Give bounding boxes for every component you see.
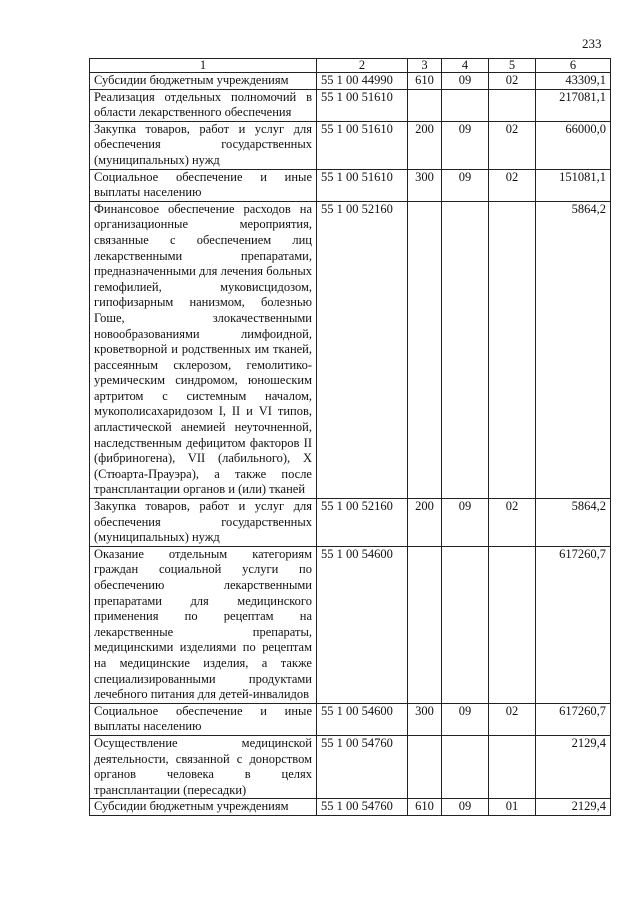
column-header: 4 bbox=[442, 59, 489, 73]
row-code-cell: 55 1 00 54600 bbox=[317, 546, 408, 703]
row-name-cell: Оказание отдельным категориям граждан социальной услуги по обеспечению лекарственными препаратами для медицинского применения по рецептам на лекарственные препараты, медицинскими изделиями по рецептам на медицинские изделия, а также специализированными продуктами лечебного питания для детей-инвалидов bbox=[90, 546, 317, 703]
table-row bbox=[90, 546, 611, 703]
table-row bbox=[90, 73, 611, 90]
row-type-cell: 300 bbox=[408, 703, 442, 735]
row-name-cell: Закупка товаров, работ и услуг для обеспечения государственных (муниципальных) нужд bbox=[90, 121, 317, 169]
row-subsection-cell: 02 bbox=[489, 73, 536, 90]
row-name-cell: Финансовое обеспечение расходов на организационные мероприятия, связанные с обеспечением лиц лекарственными препаратами, предназначенными для лечения больных гемофилией, муковисцидозом, гипофизарным нанизмом, болезнью Гоше, злокачественными новообразованиями лимфоидной, кроветворной и родственных им тканей, рассеянным склерозом, гемолитико-уремическим синдромом, юношеским артритом с системным началом, мукополисахаридозом I, II и VI типов, апластической анемией неуточненной, наследственным дефицитом факторов II (фибриногена), VII (лабильного), X (Стюарта-Прауэра), а также после трансплантации органов и (или) тканей bbox=[90, 201, 317, 498]
row-amount-cell: 2129,4 bbox=[536, 735, 611, 798]
column-header: 1 bbox=[90, 59, 317, 73]
table-row bbox=[90, 169, 611, 201]
row-amount-cell: 2129,4 bbox=[536, 799, 611, 816]
row-type-cell bbox=[408, 735, 442, 798]
row-code-cell: 55 1 00 54600 bbox=[317, 703, 408, 735]
row-subsection-cell bbox=[489, 89, 536, 121]
row-section-cell: 09 bbox=[442, 169, 489, 201]
table-row bbox=[90, 799, 611, 816]
row-name-cell: Социальное обеспечение и иные выплаты населению bbox=[90, 703, 317, 735]
row-section-cell: 09 bbox=[442, 73, 489, 90]
row-amount-cell: 151081,1 bbox=[536, 169, 611, 201]
row-type-cell: 200 bbox=[408, 499, 442, 547]
row-type-cell bbox=[408, 201, 442, 498]
row-code-cell: 55 1 00 52160 bbox=[317, 201, 408, 498]
column-header: 2 bbox=[317, 59, 408, 73]
row-subsection-cell: 02 bbox=[489, 121, 536, 169]
row-type-cell bbox=[408, 89, 442, 121]
row-code-cell: 55 1 00 51610 bbox=[317, 121, 408, 169]
row-code-cell: 55 1 00 54760 bbox=[317, 799, 408, 816]
row-section-cell: 09 bbox=[442, 703, 489, 735]
table-row bbox=[90, 735, 611, 798]
row-name-cell: Социальное обеспечение и иные выплаты населению bbox=[90, 169, 317, 201]
row-section-cell bbox=[442, 201, 489, 498]
row-section-cell bbox=[442, 735, 489, 798]
row-subsection-cell bbox=[489, 201, 536, 498]
table-row bbox=[90, 89, 611, 121]
row-section-cell: 09 bbox=[442, 121, 489, 169]
row-amount-cell: 5864,2 bbox=[536, 201, 611, 498]
row-type-cell: 200 bbox=[408, 121, 442, 169]
row-code-cell: 55 1 00 51610 bbox=[317, 169, 408, 201]
row-code-cell: 55 1 00 54760 bbox=[317, 735, 408, 798]
table-header bbox=[90, 59, 611, 73]
row-code-cell: 55 1 00 52160 bbox=[317, 499, 408, 547]
row-amount-cell: 217081,1 bbox=[536, 89, 611, 121]
table-row bbox=[90, 121, 611, 169]
budget-table bbox=[89, 58, 611, 816]
row-type-cell bbox=[408, 546, 442, 703]
header-row bbox=[90, 59, 611, 73]
row-amount-cell: 617260,7 bbox=[536, 703, 611, 735]
row-amount-cell: 617260,7 bbox=[536, 546, 611, 703]
row-section-cell: 09 bbox=[442, 799, 489, 816]
row-section-cell bbox=[442, 89, 489, 121]
row-subsection-cell: 02 bbox=[489, 703, 536, 735]
column-header: 3 bbox=[408, 59, 442, 73]
row-subsection-cell: 01 bbox=[489, 799, 536, 816]
row-type-cell: 300 bbox=[408, 169, 442, 201]
row-name-cell: Осуществление медицинской деятельности, связанной с донорством органов человека в целях трансплантации (пересадки) bbox=[90, 735, 317, 798]
row-type-cell: 610 bbox=[408, 799, 442, 816]
table-body bbox=[90, 73, 611, 816]
table-row bbox=[90, 201, 611, 498]
row-subsection-cell bbox=[489, 735, 536, 798]
row-subsection-cell: 02 bbox=[489, 169, 536, 201]
row-amount-cell: 43309,1 bbox=[536, 73, 611, 90]
page-number: 233 bbox=[582, 36, 602, 51]
row-subsection-cell bbox=[489, 546, 536, 703]
row-name-cell: Закупка товаров, работ и услуг для обеспечения государственных (муниципальных) нужд bbox=[90, 499, 317, 547]
row-code-cell: 55 1 00 44990 bbox=[317, 73, 408, 90]
row-subsection-cell: 02 bbox=[489, 499, 536, 547]
table-row bbox=[90, 499, 611, 547]
row-section-cell: 09 bbox=[442, 499, 489, 547]
table-row bbox=[90, 703, 611, 735]
column-header: 6 bbox=[536, 59, 611, 73]
row-section-cell bbox=[442, 546, 489, 703]
row-name-cell: Субсидии бюджетным учреждениям bbox=[90, 799, 317, 816]
row-type-cell: 610 bbox=[408, 73, 442, 90]
column-header: 5 bbox=[489, 59, 536, 73]
row-name-cell: Реализация отдельных полномочий в области лекарственного обеспечения bbox=[90, 89, 317, 121]
row-amount-cell: 66000,0 bbox=[536, 121, 611, 169]
row-code-cell: 55 1 00 51610 bbox=[317, 89, 408, 121]
row-name-cell: Субсидии бюджетным учреждениям bbox=[90, 73, 317, 90]
row-amount-cell: 5864,2 bbox=[536, 499, 611, 547]
